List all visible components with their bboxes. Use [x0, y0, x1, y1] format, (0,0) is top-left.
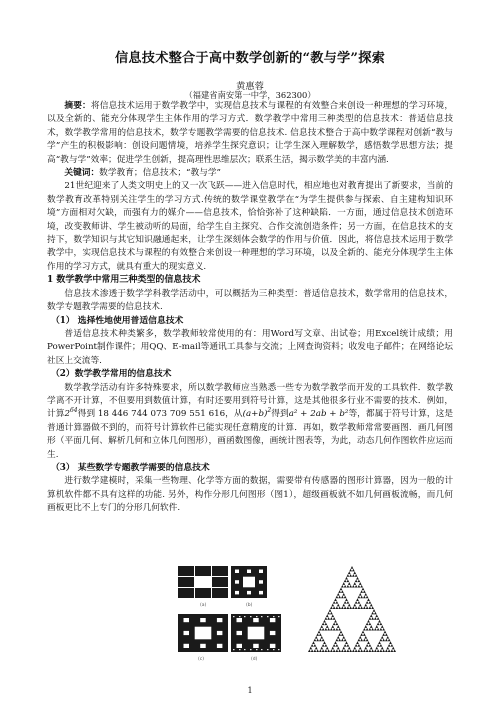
paper-title: 信息技术整合于高中数学创新的“教与学”探索	[115, 51, 385, 66]
page-number: 1	[247, 686, 253, 695]
affiliation: （福建省南安第一中学，362300）	[184, 90, 316, 100]
power-base: 2	[64, 409, 70, 420]
intro-paragraph: 21世纪迎来了人类文明史上的又一次飞跃——进入信息时代，相应地也对教育提出了新要求，当前的数学教育改革特别关注学生的学习方式.传统的数学课堂教学在“为学生提供参与探索、自主建构知识环境”方面相对欠缺，而强有力的媒介——信息技术，恰恰弥补了这种缺陷．一方面，通过信息技术创造环境，改变教师讲、学生被动听的局面，给学生自主探究、合作交流创造条件；另一方面，在信息技术的支持下，数学知识与其它知识融通起来，让学生深刻体会数学的作用与价值．因此，将信息技术运用于数学教学中，实现信息技术与课程的有效整合来创设一种理想的学习环境，以及全新的、能充分体现学生主体作用的学习方式，就具有重大的现实意义.	[47, 181, 453, 272]
subsection-2-text-d: 等，都属于符号计算，这是普通计算器做不到的，而符号计算软件已能实现任意精度的计算．再如，数学教师常常要画图．画几何图形（平面几何、解析几何和立体几何图形），画函数图像，画统计图表等，为此，动态几何作图软件应运而生.	[47, 409, 454, 460]
paper-body	[47, 100, 453, 516]
binomial-exponent: 2	[267, 407, 272, 415]
figure-c-label: (c)	[198, 657, 204, 662]
section-1-heading: 1 数学教学中常用三种类型的信息技术	[47, 275, 201, 286]
subsection-2-text-a: 数学教学活动有许多特殊要求，所以数学教师应当熟悉一些专为数学教学而开发的工具软件．数学教学离不开计算，不但要用到数值计算，有时还要用到符号计算，这是其他很多行业不需要的技术．例如，计算	[47, 382, 453, 420]
subsection-1-text: 普适信息技术种类繁多，数学教师较常使用的有：用Word写文章、出试卷；用Excel统计成绩；用PowerPoint制作课件；用QQ、E-mail等通讯工具参与交流；上网查询资料；收发电子邮件；在网络论坛社区上交流等.	[47, 328, 453, 366]
subsection-1-heading: （1） 选择性地使用普适信息技术	[51, 315, 184, 326]
figure-b	[231, 566, 267, 608]
figure-a-label: (a)	[200, 603, 207, 608]
figure-b-label: (b)	[246, 603, 253, 608]
subsection-2-heading: （2）数学教学常用的信息技术	[51, 369, 172, 380]
subsection-3-text: 进行数学建模时，采集一些物理、化学等方面的数据，需要带有传感器的图形计算器，因为一般的计算机软件都不具有这样的功能. 另外，构作分形几何图形（图1），超级画板就不如几何画板流畅，而几何画板更比不上专门的分形几何软件.	[47, 476, 453, 514]
abstract-text: 将信息技术运用于数学教学中，实现信息技术与课程的有效整合来创设一种理想的学习环境，以及全新的、能充分体现学生主体作用的学习方式．数学教学中常用三种类型的信息技术：普适信息技术，数学教学常用的信息技术，数学专题教学需要的信息技术. 信息技术整合于高中数学课程对创新“教与学”产生的积极影响：创设问题情境，培养学生探究意识；让学生深入理解数学，感悟数学思想方法；提高“教与学”效率；促进学生创新，提高理性思维层次；联系生活，揭示数学美的丰富内涵.	[47, 101, 454, 165]
subsection-2-text-c: 得到	[271, 409, 289, 420]
power-expression	[64, 409, 77, 419]
subsection-3-heading: （3） 某些数学专题教学需要的信息技术	[51, 462, 210, 473]
sierpinski-triangle-figure	[308, 566, 396, 652]
power-exponent: 64	[69, 407, 78, 415]
binomial-expression	[243, 409, 272, 419]
subsection-2-text-b: 得到 18 446 744 073 709 551 616，从	[77, 409, 243, 420]
abstract-label: 摘要：	[64, 101, 91, 111]
binomial-base: (a+b)	[242, 409, 268, 420]
figure-d	[231, 614, 281, 662]
figure-a	[178, 566, 228, 608]
abstract	[47, 100, 453, 167]
subsection-2-text	[47, 382, 453, 462]
author-name: 黄惠蓉	[236, 81, 264, 92]
keywords	[47, 167, 453, 180]
expansion-result: a² + 2ab + b²	[288, 409, 349, 420]
figure-d-label: (d)	[251, 657, 258, 662]
keywords-label: 关键词：	[64, 168, 100, 179]
fractal-figures	[0, 560, 500, 665]
figure-c	[178, 614, 228, 662]
section-1-text: 信息技术渗透于数学学科教学活动中，可以概括为三种类型：普适信息技术，数学常用的信息技术，数学专题教学需要的信息技术.	[47, 288, 453, 313]
keywords-text: 数学教育；信息技术；“教与学”	[99, 168, 221, 179]
